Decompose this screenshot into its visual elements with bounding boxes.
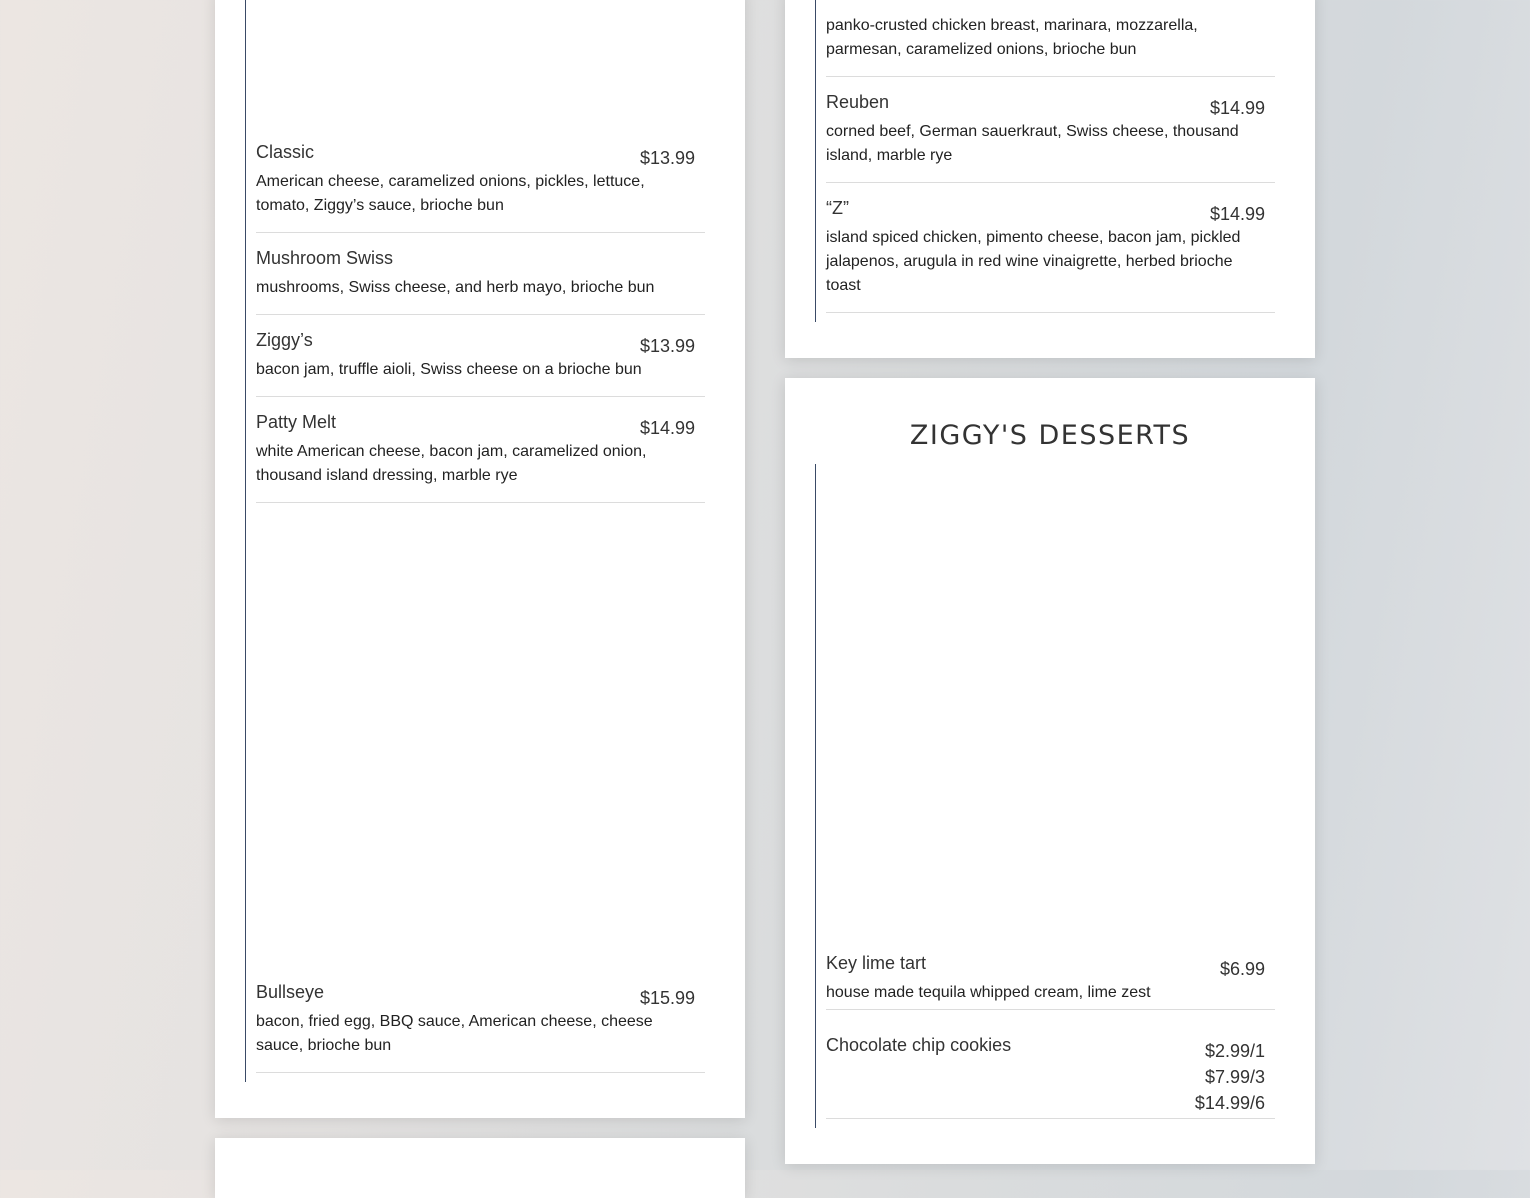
section-title: ZIGGY'S DESSERTS	[909, 420, 1191, 451]
item-description: white American cheese, bacon jam, caramelized onion, thousand island dressing, marble rye	[256, 443, 647, 484]
item-price: $15.99	[639, 988, 695, 1008]
menu-item-z	[826, 198, 1275, 313]
sandwiches-card	[785, 0, 1315, 358]
item-price: $14.99	[639, 418, 695, 438]
menu-divider-line	[815, 464, 816, 1128]
next-section-card	[215, 1138, 745, 1198]
item-description: American cheese, caramelized onions, pickles, lettuce, tomato, Ziggy’s sauce, brioche bun	[256, 173, 645, 214]
item-price-list	[1195, 1038, 1265, 1116]
item-price: $14.99	[1209, 204, 1265, 224]
menu-divider-line	[245, 0, 246, 1082]
item-description: panko-crusted chicken breast, marinara, mozzarella, parmesan, caramelized onions, brioche bun	[826, 17, 1198, 58]
menu-item-chicken-parmesan	[826, 0, 1275, 77]
item-name: Mushroom Swiss	[256, 248, 394, 268]
item-name: Bullseye	[256, 982, 325, 1002]
menu-item-ziggys	[256, 330, 705, 397]
menu-item-chocolate-chip-cookies	[826, 1035, 1275, 1119]
menu-item-key-lime-tart	[826, 953, 1275, 1010]
item-price: $14.99/6	[1194, 1093, 1265, 1113]
item-description: bacon jam, truffle aioli, Swiss cheese on a brioche bun	[256, 361, 642, 378]
item-description: island spiced chicken, pimento cheese, bacon jam, pickled jalapenos, arugula in red wine vinaigrette, herbed brioche toast	[826, 229, 1241, 294]
item-description: mushrooms, Swiss cheese, and herb mayo, brioche bun	[256, 279, 655, 296]
item-price: $2.99/1	[1204, 1041, 1265, 1061]
menu-item-reuben	[826, 92, 1275, 183]
item-name: Reuben	[826, 92, 890, 112]
item-price: $14.99	[1209, 98, 1265, 118]
item-name: Chocolate chip cookies	[826, 1035, 1012, 1055]
item-name: Ziggy’s	[256, 330, 313, 350]
burgers-card	[215, 0, 745, 1118]
item-price: $13.99	[639, 336, 695, 356]
menu-item-classic	[256, 142, 705, 233]
item-description: corned beef, German sauerkraut, Swiss cheese, thousand island, marble rye	[826, 123, 1239, 164]
item-price	[1210, 0, 1265, 3]
item-name: Key lime tart	[826, 953, 927, 973]
item-price: $6.99	[1219, 959, 1265, 979]
item-name: Classic	[256, 142, 315, 162]
item-name: “Z”	[826, 198, 849, 218]
menu-item-bullseye	[256, 982, 705, 1073]
menu-item-mushroom-swiss	[256, 248, 705, 315]
menu-divider-line	[815, 0, 816, 322]
item-description: bacon, fried egg, BBQ sauce, American cheese, cheese sauce, brioche bun	[256, 1013, 653, 1054]
menu-item-patty-melt	[256, 412, 705, 503]
desserts-card	[785, 378, 1315, 1164]
item-price: $13.99	[639, 148, 695, 168]
item-price: $7.99/3	[1204, 1067, 1265, 1087]
item-name: Patty Melt	[256, 412, 337, 432]
item-description: house made tequila whipped cream, lime zest	[826, 984, 1151, 1001]
